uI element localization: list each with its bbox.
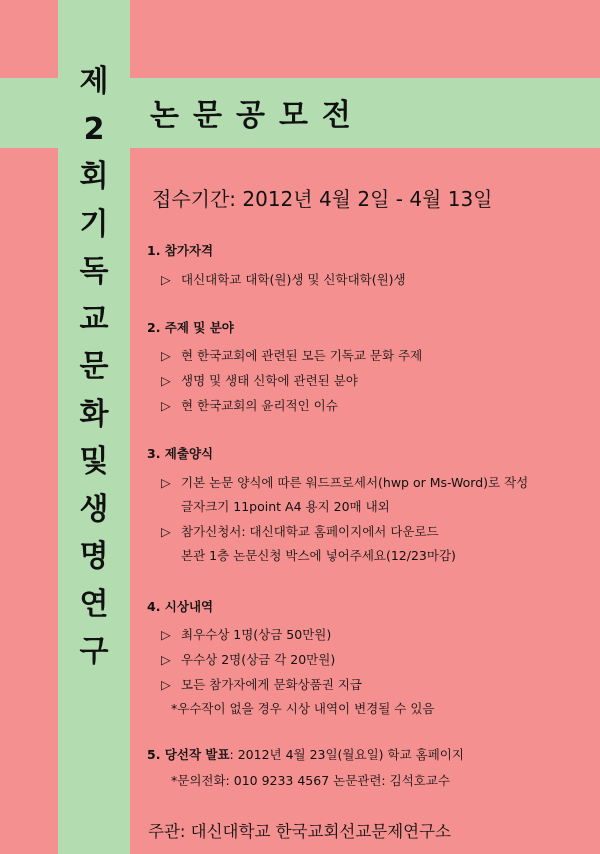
list-item xyxy=(161,675,362,693)
vertical-title xyxy=(58,58,130,676)
triangle-bullet-icon: ▷ xyxy=(161,373,171,388)
section-title-awards: 4. 시상내역 xyxy=(147,599,214,614)
section-title-format: 3. 제출양식 xyxy=(147,446,214,461)
triangle-bullet-icon: ▷ xyxy=(161,524,171,539)
list-item xyxy=(161,371,358,389)
list-item-text: 대신대학교 대학(원)생 및 신학대학(원)생 xyxy=(181,272,406,287)
vertical-title-char: 기 xyxy=(79,206,109,242)
triangle-bullet-icon: ▷ xyxy=(161,677,171,692)
list-item-text: 우수상 2명(상금 각 20만원) xyxy=(181,652,336,667)
main-title: 논문공모전 xyxy=(150,98,365,133)
list-item-text: 모든 참가자에게 문화상품권 지급 xyxy=(181,677,362,692)
vertical-title-char: 연 xyxy=(79,586,109,622)
list-item-text: 기본 논문 양식에 따른 워드프로세서(hwp or Ms-Word)로 작성 xyxy=(181,475,529,490)
triangle-bullet-icon: ▷ xyxy=(161,398,171,413)
vertical-title-char: 생 xyxy=(79,491,109,527)
section-title-topic: 2. 주제 및 분야 xyxy=(147,320,234,335)
vertical-title-char: 문 xyxy=(79,349,109,384)
list-item xyxy=(161,473,528,491)
organizer-footer: 주관: 대신대학교 한국교회선교문제연구소 xyxy=(148,822,451,841)
announcement-text: : 2012년 4월 23일(월요일) 학교 홈페이지 xyxy=(229,747,464,762)
vertical-title-char: 구 xyxy=(79,634,109,669)
list-item-text: 현 한국교회에 관련된 모든 기독교 문화 주제 xyxy=(181,348,423,363)
list-item-continuation: 본관 1층 논문신청 박스에 넣어주세요(12/23마감) xyxy=(181,548,456,563)
section-title-eligibility: 1. 참가자격 xyxy=(147,243,214,258)
list-item xyxy=(161,625,331,643)
list-item-continuation: 글자크기 11point A4 용지 20매 내외 xyxy=(181,499,390,514)
list-item xyxy=(161,650,335,668)
contact-info: *문의전화: 010 9233 4567 논문관련: 김석호교수 xyxy=(171,773,450,788)
list-item-text: 참가신청서: 대신대학교 홈페이지에서 다운로드 xyxy=(181,524,439,539)
announcement-line xyxy=(147,745,464,763)
list-item-text: 최우수상 1명(상금 50만원) xyxy=(181,627,332,642)
awards-note: *우수작이 없을 경우 시상 내역이 변경될 수 있음 xyxy=(171,701,435,716)
list-item xyxy=(161,270,406,288)
triangle-bullet-icon: ▷ xyxy=(161,348,171,363)
section-title-announcement: 5. 당선작 발표 xyxy=(147,747,230,762)
list-item xyxy=(161,346,422,364)
vertical-title-char: 제 xyxy=(79,64,109,99)
vertical-title-char: 및 xyxy=(79,444,109,479)
vertical-title-char: 독 xyxy=(79,254,109,289)
triangle-bullet-icon: ▷ xyxy=(161,272,171,287)
triangle-bullet-icon: ▷ xyxy=(161,627,171,642)
list-item xyxy=(161,396,338,414)
vertical-title-char: 2 xyxy=(83,111,105,147)
list-item xyxy=(161,522,439,540)
triangle-bullet-icon: ▷ xyxy=(161,652,171,667)
submission-period: 접수기간: 2012년 4월 2일 - 4월 13일 xyxy=(152,187,493,211)
vertical-title-char: 화 xyxy=(79,396,109,432)
list-item-text: 생명 및 생태 신학에 관련된 분야 xyxy=(181,373,358,388)
vertical-title-char: 회 xyxy=(79,159,109,194)
vertical-title-char: 교 xyxy=(79,301,109,337)
list-item-text: 현 한국교회의 윤리적인 이슈 xyxy=(181,398,338,413)
vertical-title-char: 명 xyxy=(79,539,109,574)
triangle-bullet-icon: ▷ xyxy=(161,475,171,490)
